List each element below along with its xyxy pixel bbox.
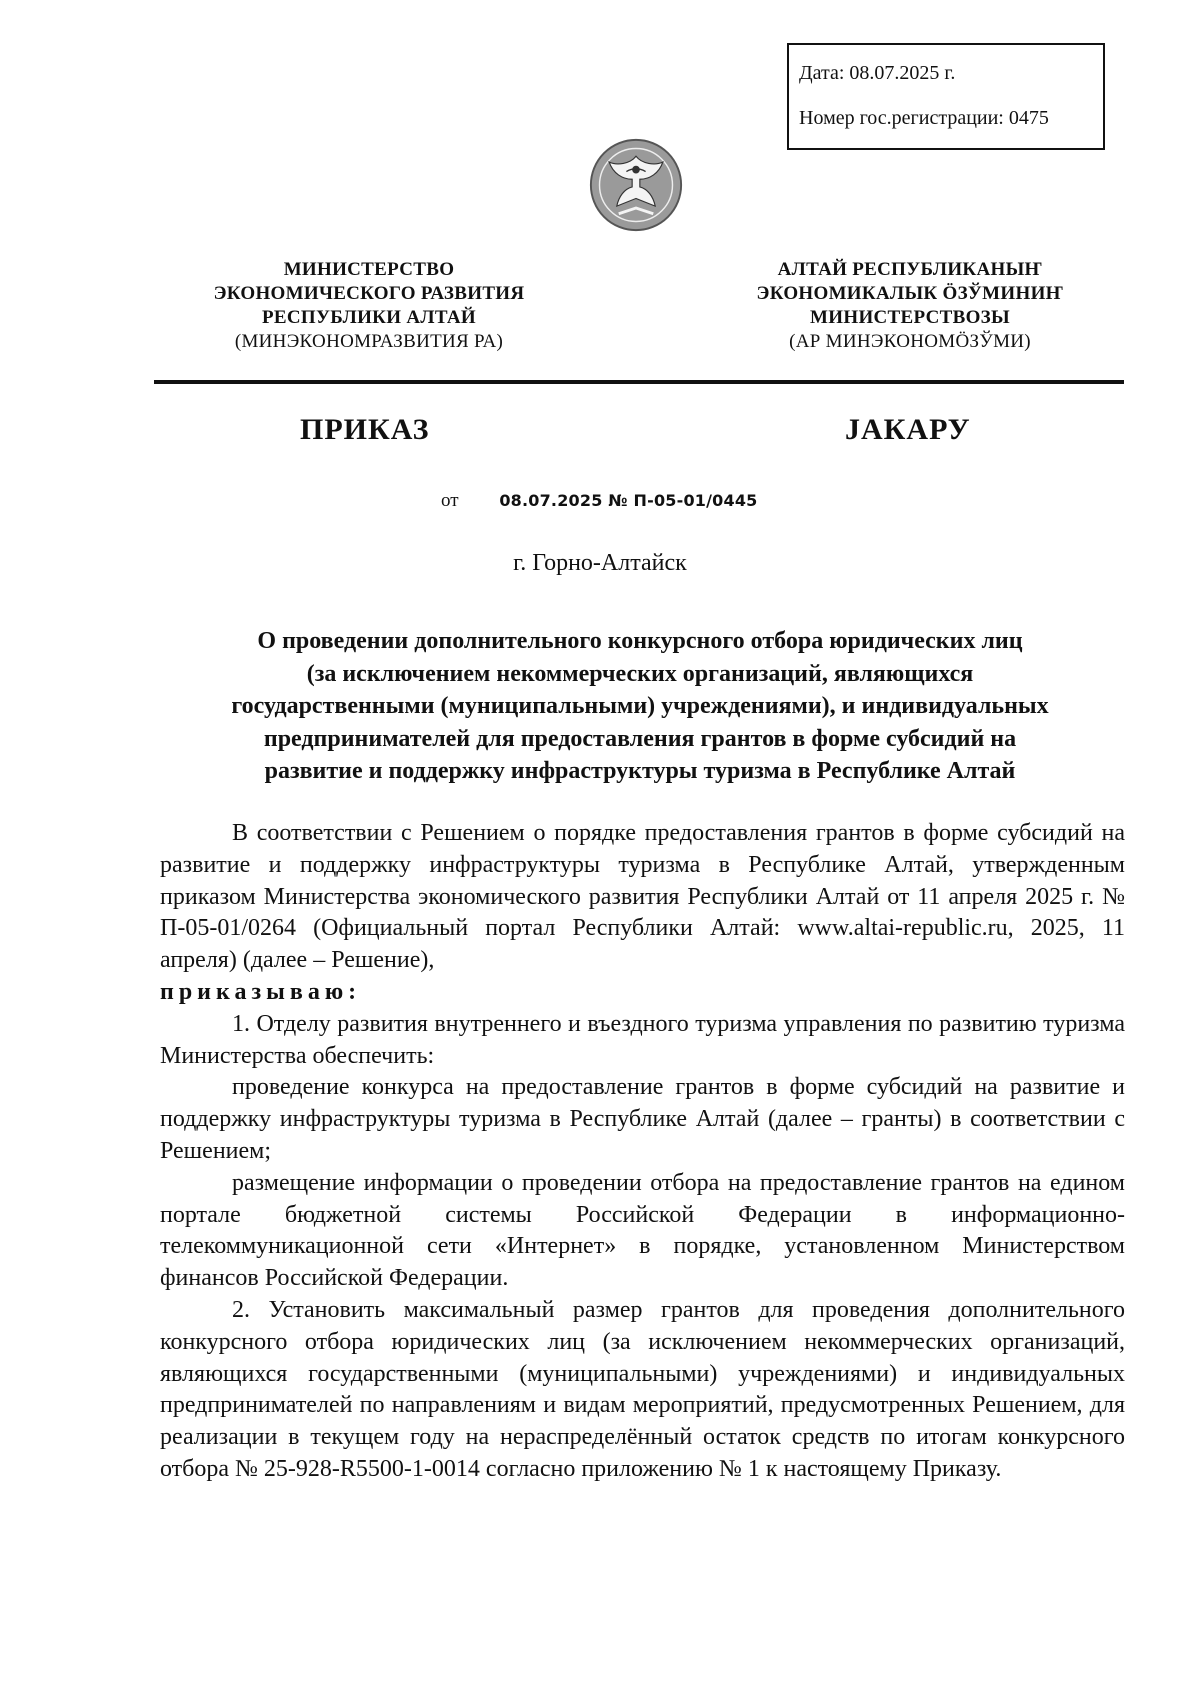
registration-stamp	[787, 43, 1105, 150]
ministry-name-russian	[169, 258, 569, 354]
org-left-line-4: (МИНЭКОНОМРАЗВИТИЯ РА)	[234, 331, 504, 352]
heading-line: (за исключением некоммерческих организаций, являющихся	[306, 660, 974, 687]
org-right-line-3: МИНИСТЕРСТВОЗЫ	[810, 307, 1010, 328]
org-left-line-2: ЭКОНОМИЧЕСКОГО РАЗВИТИЯ	[213, 283, 525, 304]
ministry-name-altai	[710, 258, 1110, 354]
order-word-paragraph	[160, 977, 1125, 1009]
body-intro-paragraph: В соответствии с Решением о порядке предоставления грантов в форме субсидий на развитие и поддержку инфраструктуры туризма в Республике Алтай, утвержденным приказом Министерства экономического развития Республики Алтай от 11 апреля 2025 г. № П-05-01/0264 (Официальный портал Республики Алтай: www.altai-republic.ru, 2025, 11 апреля) (далее – Решение),	[160, 820, 1125, 974]
body-item-1a: проведение конкурса на предоставление грантов в форме субсидий на развитие и поддержку инфраструктуры туризма в Республике Алтай (далее – гранты) в соответствии с Решением;	[160, 1074, 1125, 1164]
stamp-date-label: Дата:	[799, 62, 845, 84]
heading-line: предпринимателей для предоставления грантов в форме субсидий на	[263, 725, 1017, 752]
order-number: 08.07.2025 № П-05-01/0445	[499, 491, 758, 510]
stamp-reg-label: Номер гос.регистрации:	[799, 107, 1004, 129]
org-right-line-4: (АР МИНЭКОНОМÖЗЎМИ)	[789, 331, 1031, 352]
org-right-line-2: ЭКОНОМИКАЛЫК ÖЗЎМИНИҤ	[756, 283, 1064, 304]
order-word: приказываю:	[160, 978, 362, 1005]
org-right-line-1: АЛТАЙ РЕСПУБЛИКАНЫҤ	[777, 259, 1043, 280]
body-item-1: 1. Отделу развития внутреннего и въездного туризма управления по развитию туризма Министерства обеспечить:	[160, 1010, 1125, 1069]
stamp-reg-value: 0475	[1008, 107, 1049, 129]
heading-line: О проведении дополнительного конкурсного отбора юридических лиц	[257, 628, 1023, 654]
order-date-number	[441, 490, 758, 512]
order-title-russian: ПРИКАЗ	[300, 413, 430, 446]
heading-line: развитие и поддержку инфраструктуры туризма в Республике Алтай	[264, 758, 1016, 784]
org-left-line-3: РЕСПУБЛИКИ АЛТАЙ	[262, 307, 476, 328]
body-item-1b: размещение информации о проведении отбора на предоставление грантов на едином портале бюджетной системы Российской Федерации в информационно-телекоммуникационной сети «Интернет» в порядке, установленном Министерством финансов Российской Федерации.	[160, 1169, 1125, 1292]
stamp-date-row	[799, 63, 1103, 83]
stamp-date-value: 08.07.2025 г.	[849, 62, 956, 84]
order-body	[160, 818, 1125, 1486]
org-left-line-1: МИНИСТЕРСТВО	[283, 259, 455, 280]
heading-line: государственными (муниципальными) учреждениями), и индивидуальных	[231, 693, 1049, 719]
order-city: г. Горно-Алтайск	[513, 550, 687, 576]
body-item-2: 2. Установить максимальный размер грантов для проведения дополнительного конкурсного отбора юридических лиц (за исключением некоммерческих организаций, являющихся государственными (муниципальными) учреждениями) и индивидуальных предпринимателей по направлениям и видам мероприятий, предусмотренных Решением, для реализации в текущем году на нераспределённый остаток средств по итогам конкурсного отбора № 25-928-R5500-1-0014 согласно приложению № 1 к настоящему Приказу.	[160, 1296, 1125, 1482]
stamp-reg-row	[799, 108, 1103, 128]
order-heading	[160, 625, 1120, 788]
order-from-label: от	[441, 490, 459, 511]
header-divider	[154, 380, 1124, 384]
order-title-altai: JАКАРУ	[845, 413, 971, 446]
coat-of-arms-emblem-icon	[588, 137, 684, 233]
